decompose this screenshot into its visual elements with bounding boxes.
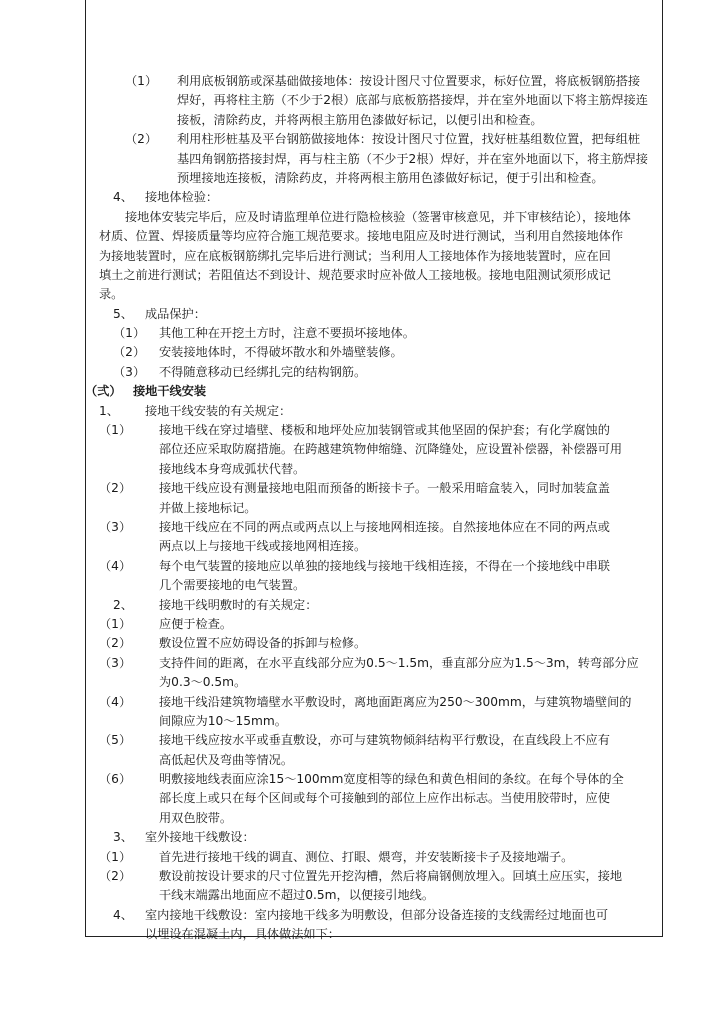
- line-text: 接地干线在穿过墙壁、楼板和地坪处应加装钢管或其他坚固的保护套；有化学腐蚀的: [159, 423, 610, 438]
- line-text: 部位还应采取防腐措施。在跨越建筑物伸缩缝、沉降缝处，应设置补偿器，补偿器可用: [159, 442, 623, 457]
- line-text: 敷设前按设计要求的尺寸位置先开挖沟槽，然后将扁钢侧放埋入。回填土应压实，接地: [159, 869, 623, 884]
- line-text: 两点以上与接地干线或接地网相连接。: [159, 539, 367, 554]
- text-line: [99, 421, 658, 440]
- text-line: [105, 906, 658, 925]
- item-number: （4）: [99, 694, 132, 709]
- line-text: 利用柱形桩基及平台钢筋做接地体：按设计图尺寸位置，找好桩基组数位置，把每组桩: [177, 132, 641, 147]
- text-line: [105, 72, 658, 91]
- line-text: 接地体安装完毕后，应及时请监理单位进行隐检核验（签署审核意见，并下审核结论），接地体: [125, 209, 631, 224]
- text-line: [99, 615, 658, 634]
- item-number: （2）: [113, 345, 146, 360]
- text-line: [99, 247, 658, 266]
- text-line: [99, 557, 658, 576]
- text-line: [99, 848, 658, 867]
- text-line: [105, 343, 658, 362]
- text-line: [99, 285, 658, 304]
- line-text: 为接地装置时，应在底板钢筋绑扎完毕后进行测试；当利用人工接地体作为接地装置时，应在回: [99, 248, 611, 263]
- item-number: 3、: [113, 830, 133, 845]
- line-text: 接地体检验：: [145, 190, 219, 205]
- line-text: 录。: [99, 287, 124, 302]
- document-body: [85, 72, 658, 945]
- text-line: [105, 91, 658, 110]
- text-line: [105, 169, 658, 188]
- line-text: 不得随意移动已经绑扎完的结构钢筋。: [159, 364, 367, 379]
- item-number: 4、: [113, 907, 133, 922]
- line-text: 预埋接地连接板，清除药皮，并将两根主筋用色漆做好标记，便于引出和检查。: [177, 170, 604, 185]
- line-text: 利用底板钢筋或深基础做接地体：按设计图尺寸位置要求，标好位置，将底板钢筋搭接: [177, 74, 641, 88]
- line-text: 接地干线应在不同的两点或两点以上与接地网相连接。自然接地体应在不同的两点或: [159, 519, 610, 534]
- line-text: 敷设位置不应妨碍设备的拆卸与检修。: [159, 636, 367, 651]
- text-line: [105, 499, 658, 518]
- line-text: 接地干线安装的有关规定：: [145, 403, 292, 418]
- item-number: （1）: [99, 423, 132, 438]
- item-number: 5、: [113, 306, 133, 321]
- line-text: 为0.3～0.5m。: [159, 675, 247, 690]
- text-line: [99, 227, 658, 246]
- item-number: （3）: [113, 364, 146, 379]
- line-text: 几个需要接地的电气装置。: [159, 578, 306, 593]
- text-line: [105, 596, 658, 615]
- text-line: [105, 789, 658, 808]
- text-line: [105, 111, 658, 130]
- text-line: [105, 537, 658, 556]
- line-text: 首先进行接地干线的调直、测位、打眼、煨弯，并安装断接卡子及接地端子。: [159, 849, 574, 864]
- item-number: （3）: [99, 519, 132, 534]
- line-text: 室外接地干线敷设：: [145, 830, 255, 845]
- item-number: （1）: [125, 74, 158, 88]
- line-text: 成品保护：: [145, 306, 206, 321]
- text-line: [105, 305, 658, 324]
- item-number: （1）: [99, 849, 132, 864]
- text-line: [105, 324, 658, 343]
- item-number: （4）: [99, 558, 132, 573]
- text-line: [99, 518, 658, 537]
- line-text: 填土之前进行测试；若阻值达不到设计、规范要求时应补做人工接地极。接地电阻测试须形成记: [99, 267, 611, 282]
- line-text: 安装接地体时，不得破坏散水和外墙壁装修。: [159, 345, 403, 360]
- item-number: （1）: [99, 616, 132, 631]
- line-text: 间隙应为10～15mm。: [159, 713, 287, 728]
- text-line: [99, 731, 658, 750]
- line-text: 应便于检查。: [159, 616, 233, 631]
- item-number: （2）: [99, 636, 132, 651]
- line-text: 明敷接地线表面应涂15～100mm宽度相等的绿色和黄色相间的条纹。在每个导体的全: [159, 772, 624, 787]
- text-line: [105, 673, 658, 692]
- section-heading: [85, 382, 658, 401]
- item-number: （2）: [125, 132, 158, 147]
- line-text: 以埋设在混凝土内，具体做法如下：: [145, 927, 340, 942]
- line-text: 接板，清除药皮，并将两根主筋用色漆做好标记，以便引出和检查。: [177, 112, 543, 127]
- line-text: 焊好，再将柱主筋（不少于2根）底部与底板筋搭接焊，并在室外地面以下将主筋焊接连: [177, 93, 648, 108]
- text-line: [99, 266, 658, 285]
- text-line: [99, 479, 658, 498]
- text-line: [105, 130, 658, 149]
- line-text: 接地干线安装: [133, 384, 207, 399]
- text-line: [105, 751, 658, 770]
- text-line: [105, 150, 658, 169]
- line-text: 基四角钢筋搭接封焊，再与柱主筋（不少于2根）焊好，并在室外地面以下，将主筋焊接: [177, 151, 648, 166]
- item-number: （2）: [99, 481, 132, 496]
- line-text: 接地干线应按水平或垂直敷设，亦可与建筑物倾斜结构平行敷设，在直线段上不应有: [159, 733, 610, 748]
- line-text: 部长度上或只在每个区间或每个可接触到的部位上应作出标志。当使用胶带时，应使: [159, 791, 610, 806]
- text-line: [105, 208, 658, 227]
- line-text: 材质、位置、焊接质量等均应符合施工规范要求。接地电阻应及时进行测试，当利用自然接地体作: [99, 229, 624, 244]
- item-number: （5）: [99, 733, 132, 748]
- item-number: （弍）: [85, 384, 122, 399]
- item-number: （2）: [99, 869, 132, 884]
- text-line: [99, 402, 658, 421]
- text-line: [105, 712, 658, 731]
- text-line: [105, 188, 658, 207]
- line-text: 每个电气装置的接地应以单独的接地线与接地干线相连接，不得在一个接地线中串联: [159, 558, 610, 573]
- line-text: 并做上接地标记。: [159, 500, 257, 515]
- line-text: 接地干线明敷时的有关规定：: [159, 597, 318, 612]
- line-text: 其他工种在开挖土方时，注意不要损坏接地体。: [159, 326, 415, 341]
- text-line: [99, 867, 658, 886]
- text-line: [99, 693, 658, 712]
- line-text: 接地线本身弯成弧状代替。: [159, 461, 306, 476]
- item-number: （1）: [113, 326, 146, 341]
- text-line: [105, 828, 658, 847]
- line-text: 室内接地干线敷设：室内接地干线多为明敷设，但部分设备连接的支线需经过地面也可: [145, 907, 609, 922]
- text-line: [99, 770, 658, 789]
- text-line: [105, 886, 658, 905]
- item-number: 1、: [99, 403, 119, 418]
- line-text: 干线末端露出地面应不超过0.5m，以便接引地线。: [159, 888, 435, 903]
- item-number: 4、: [113, 190, 133, 205]
- text-line: [105, 576, 658, 595]
- item-number: （6）: [99, 772, 132, 787]
- text-line: [105, 363, 658, 382]
- line-text: 高低起伏及弯曲等情况。: [159, 752, 294, 767]
- text-line: [99, 634, 658, 653]
- text-line: [105, 925, 658, 944]
- line-text: 用双色胶带。: [159, 810, 233, 825]
- item-number: 2、: [113, 597, 133, 612]
- item-number: （3）: [99, 655, 132, 670]
- line-text: 接地干线应设有测量接地电阻而预备的断接卡子。一般采用暗盒装入，同时加装盒盖: [159, 481, 610, 496]
- text-line: [99, 654, 658, 673]
- text-line: [105, 809, 658, 828]
- text-line: [105, 460, 658, 479]
- line-text: 支持件间的距离，在水平直线部分应为0.5～1.5m，垂直部分应为1.5～3m，转弯部分应: [159, 655, 639, 670]
- text-line: [105, 440, 658, 459]
- line-text: 接地干线沿建筑物墙壁水平敷设时，离地面距离应为250～300mm，与建筑物墙壁间的: [159, 694, 632, 709]
